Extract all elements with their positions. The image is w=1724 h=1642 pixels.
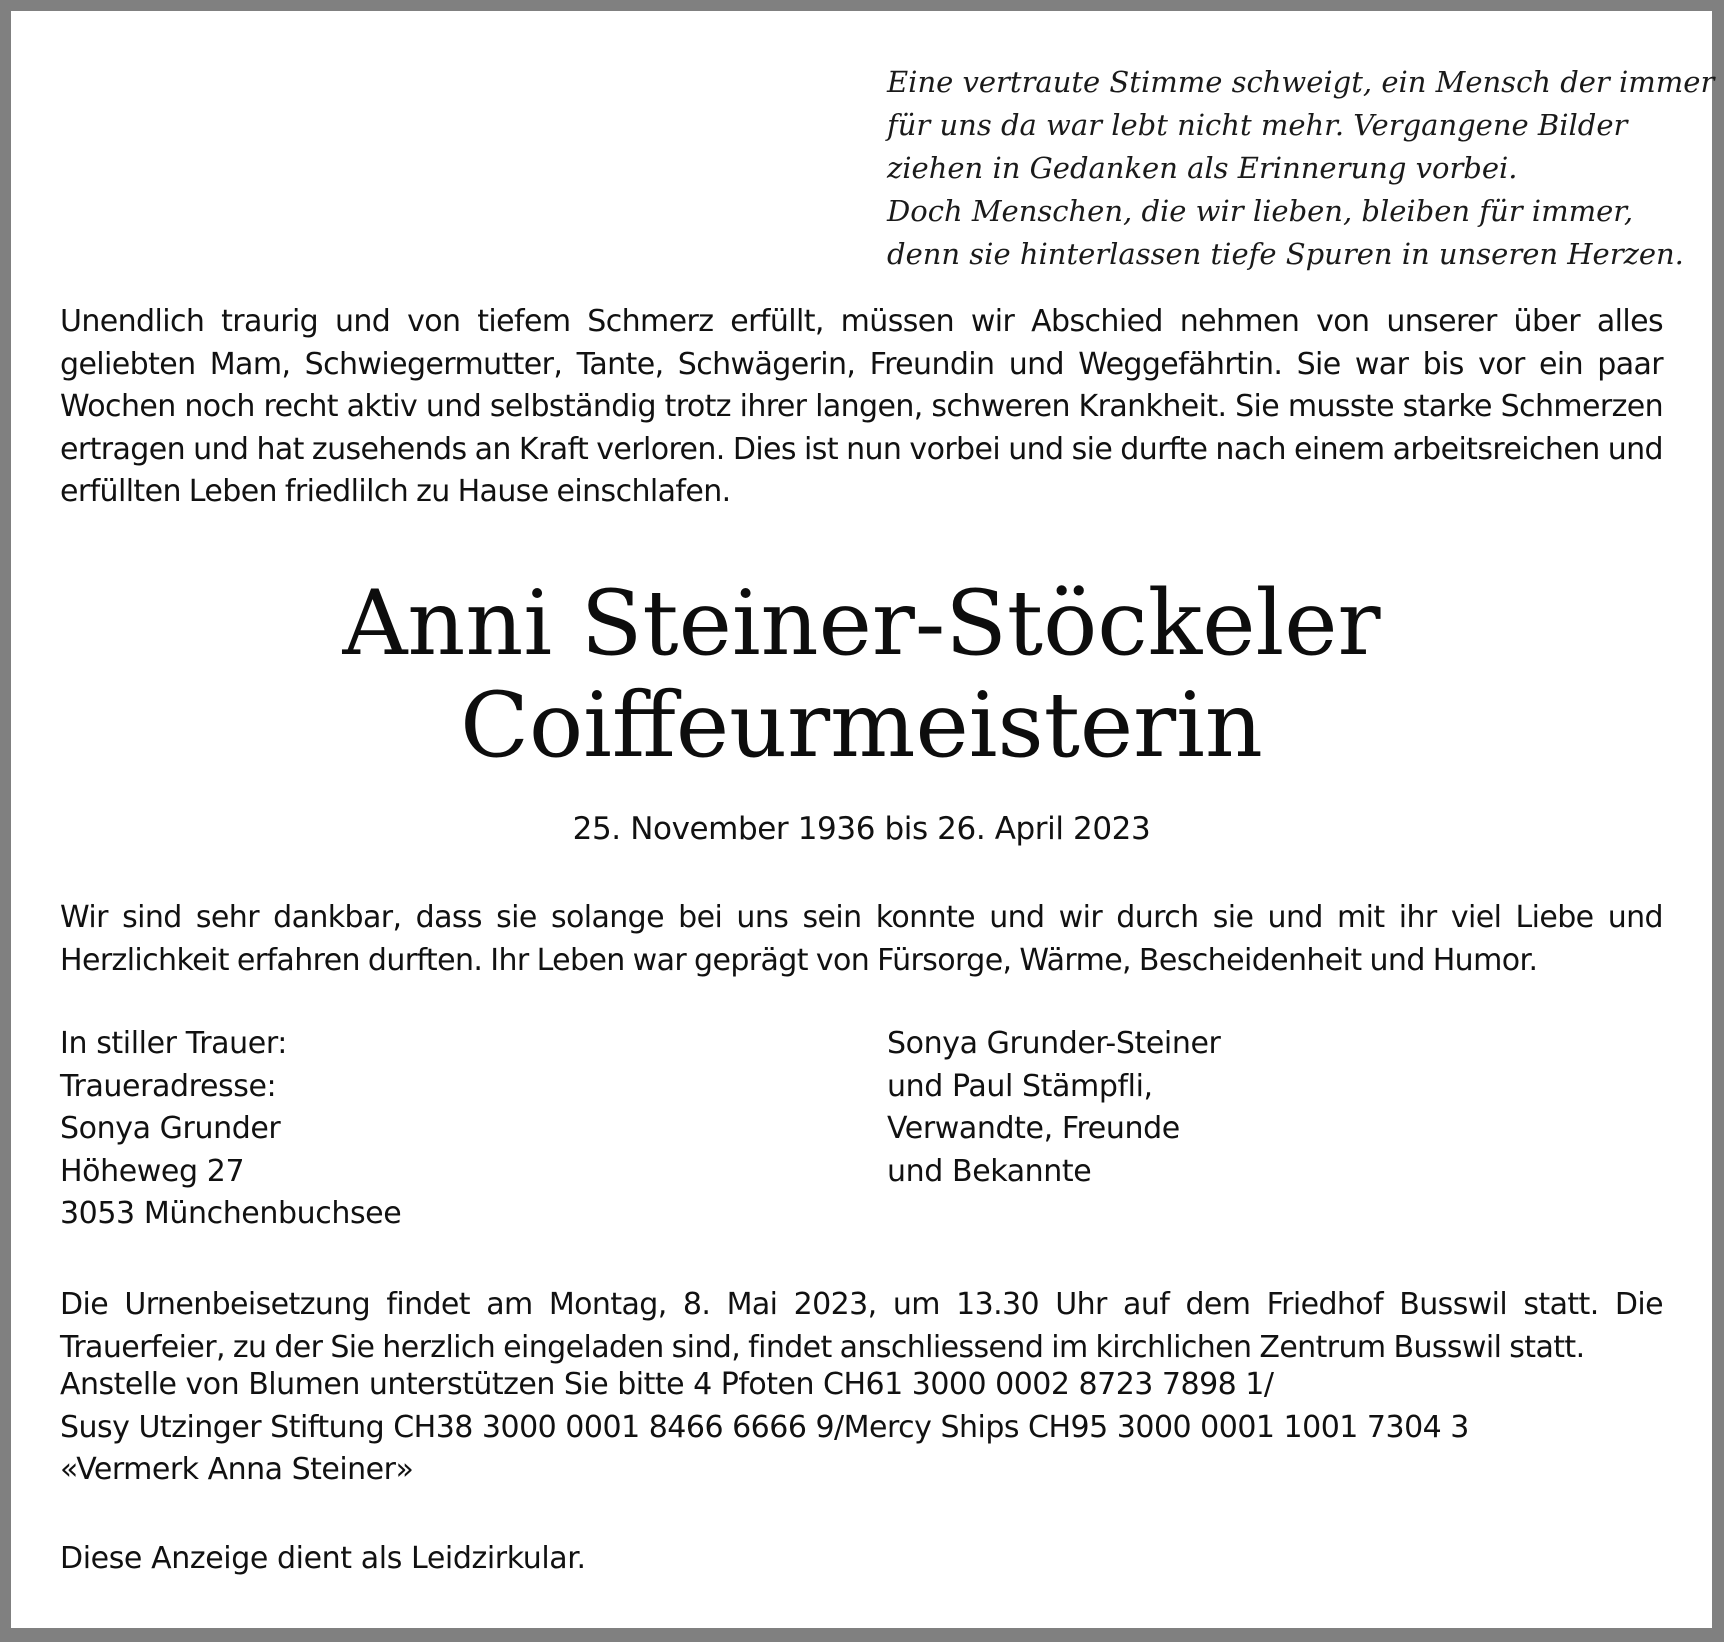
intro-paragraph: Unendlich traurig und von tiefem Schmerz erfüllt, müssen wir Abschied nehmen von unserer über alles geliebten Mam, Schwiegermutter, Tante, Schwägerin, Freundin und Weggefährtin. Sie war bis vor ein paar Wochen noch recht aktiv und selbständig trotz ihrer langen, schweren Krankheit. Sie musste starke Schmerzen ertragen und hat zusehends an Kraft verloren. Dies ist nun vorbei und sie durfte nach einem arbeitsreichen und erfüllten Leben friedlilch zu Hause einschlafen. [60,304,1663,509]
deceased-heading [11,573,1712,777]
poem-line: ziehen in Gedanken als Erinnerung vorbei. [887,151,1518,185]
life-dates: 25. November 1936 bis 26. April 2023 [572,811,1151,847]
mourner-line: und Bekannte [887,1153,1092,1189]
address-line: 3053 Münchenbuchsee [60,1196,402,1231]
poem-line: denn sie hinterlassen tiefe Spuren in unseren Herzen. [887,237,1684,271]
mourner-line: Sonya Grunder-Steiner [887,1026,1221,1061]
deceased-profession: Coiffeurmeisterin [460,673,1263,778]
mourner-line: und Paul Stämpfli, [887,1068,1153,1104]
burial-paragraph: Die Urnenbeisetzung findet am Montag, 8. Mai 2023, um 13.30 Uhr auf dem Friedhof Busswil statt. Die Trauerfeier, zu der Sie herzlich eingeladen sind, findet anschliessend im kirchlichen Zentrum Busswil statt. [60,1287,1663,1365]
poem-line: Eine vertraute Stimme schweigt, ein Mensch der immer [887,65,1715,99]
donation-line: Susy Utzinger Stiftung CH38 3000 0001 8466 6666 9/Mercy Ships CH95 3000 0001 1001 7304 3 [60,1409,1469,1445]
address-line: Höheweg 27 [60,1153,245,1189]
footer-note: Diese Anzeige dient als Leidzirkular. [60,1541,586,1576]
poem [887,61,1715,276]
address-line: Sonya Grunder [60,1111,281,1146]
obituary-page [11,11,1715,1628]
thanks-paragraph: Wir sind sehr dankbar, dass sie solange bei uns sein konnte und wir durch sie und mit ihr viel Liebe und Herzlichkeit erfahren durften. Ihr Leben war geprägt von Fürsorge, Wärme, Bescheidenheit und Humor. [60,900,1663,978]
deceased-name: Anni Steiner-Stöckeler [342,571,1381,676]
poem-line: für uns da war lebt nicht mehr. Vergangene Bilder [887,108,1628,142]
mourner-line: Verwandte, Freunde [887,1111,1180,1146]
mourners-list [887,1023,1487,1193]
mourning-address [60,1023,660,1236]
poem-line: Doch Menschen, die wir lieben, bleiben für immer, [887,194,1634,228]
donation-info [60,1364,1663,1492]
address-line: In stiller Trauer: [60,1026,287,1061]
address-line: Traueradresse: [60,1068,277,1104]
donation-line: «Vermerk Anna Steiner» [60,1452,414,1487]
donation-line: Anstelle von Blumen unterstützen Sie bitte 4 Pfoten CH61 3000 0002 8723 7898 1/ [60,1367,1274,1402]
